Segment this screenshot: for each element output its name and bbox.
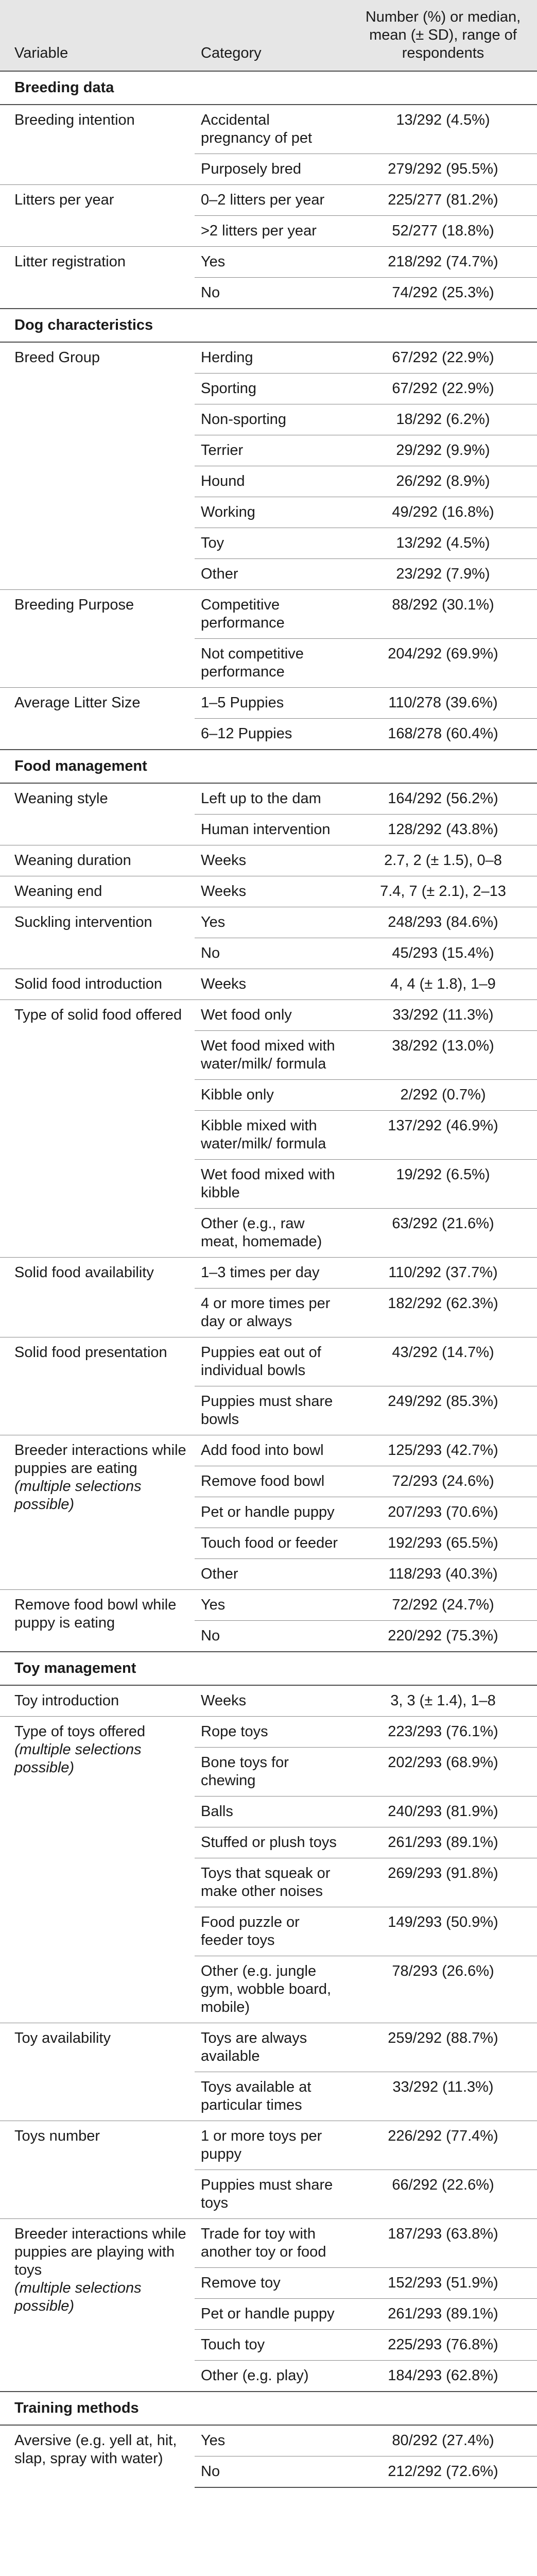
variable-cell xyxy=(0,1258,195,1337)
value-cell: 226/292 (77.4%) xyxy=(349,2121,537,2170)
value-cell: 45/293 (15.4%) xyxy=(349,938,537,969)
table-row xyxy=(0,1685,537,1717)
category-cell: Yes xyxy=(195,1590,349,1621)
variable-cell xyxy=(0,247,195,309)
category-cell: Other (e.g. jungle gym, wobble board, mobile) xyxy=(195,1956,349,2023)
variable-label: Solid food availability xyxy=(14,1264,154,1281)
section-title: Food management xyxy=(0,750,537,783)
value-cell: 261/293 (89.1%) xyxy=(349,1827,537,1858)
value-cell: 110/278 (39.6%) xyxy=(349,688,537,719)
category-cell: 1–5 Puppies xyxy=(195,688,349,719)
table-body xyxy=(0,71,537,2487)
header-variable: Variable xyxy=(0,0,195,71)
value-cell: 33/292 (11.3%) xyxy=(349,2072,537,2121)
variable-cell xyxy=(0,590,195,688)
value-cell: 118/293 (40.3%) xyxy=(349,1559,537,1590)
table-row xyxy=(0,247,537,278)
table-row xyxy=(0,845,537,876)
variable-label: Solid food introduction xyxy=(14,976,162,992)
value-cell: 26/292 (8.9%) xyxy=(349,466,537,497)
variable-label: Breeding Purpose xyxy=(14,597,134,613)
value-cell: 192/293 (65.5%) xyxy=(349,1528,537,1559)
category-cell: Other (e.g. play) xyxy=(195,2361,349,2392)
table-row xyxy=(0,2121,537,2170)
variable-label: Toy introduction xyxy=(14,1692,119,1709)
table-row xyxy=(0,783,537,815)
category-cell: Remove food bowl xyxy=(195,1466,349,1497)
category-cell: Kibble mixed with water/milk/ formula xyxy=(195,1111,349,1160)
category-cell: Left up to the dam xyxy=(201,790,321,807)
value-cell: 19/292 (6.5%) xyxy=(349,1160,537,1209)
value-cell: 225/277 (81.2%) xyxy=(349,185,537,216)
value-cell: 152/293 (51.9%) xyxy=(349,2268,537,2299)
section-title: Toy management xyxy=(0,1652,537,1685)
variable-label: Breeding intention xyxy=(14,112,135,128)
value-cell: 110/292 (37.7%) xyxy=(349,1258,537,1289)
value-cell: 4, 4 (± 1.8), 1–9 xyxy=(349,969,537,1000)
category-cell: Food puzzle or feeder toys xyxy=(195,1907,349,1956)
table-row xyxy=(0,2425,537,2456)
category-cell: Competitive performance xyxy=(195,590,349,639)
variable-cell xyxy=(0,2121,195,2219)
variable-label: Average Litter Size xyxy=(14,694,141,711)
category-cell: No xyxy=(195,278,349,309)
category-cell: Toy xyxy=(195,528,349,559)
value-cell: 3, 3 (± 1.4), 1–8 xyxy=(390,1692,496,1709)
table-row xyxy=(0,2023,537,2072)
category-cell: Purposely bred xyxy=(195,154,349,185)
category-cell: Accidental pregnancy of pet xyxy=(201,112,313,146)
category-cell: Other (e.g., raw meat, homemade) xyxy=(195,1209,349,1258)
category-cell: Wet food mixed with kibble xyxy=(195,1160,349,1209)
table-row xyxy=(0,907,537,938)
value-cell: 225/293 (76.8%) xyxy=(349,2330,537,2361)
value-cell: 63/292 (21.6%) xyxy=(349,1209,537,1258)
category-cell: Weeks xyxy=(195,969,349,1000)
variable-label: Breeder interactions while puppies are eating xyxy=(14,1442,186,1477)
variable-cell xyxy=(0,1590,195,1652)
variable-cell xyxy=(0,1337,195,1435)
value-cell: 182/292 (62.3%) xyxy=(349,1289,537,1337)
category-cell: Working xyxy=(195,497,349,528)
variable-label: Type of solid food offered xyxy=(14,1007,182,1023)
table-row xyxy=(0,1000,537,1031)
variable-label: Litters per year xyxy=(14,192,114,208)
variable-cell xyxy=(0,969,195,1000)
table-row xyxy=(0,1258,537,1289)
variable-label: Aversive (e.g. yell at, hit, slap, spray with water) xyxy=(14,2432,177,2467)
table-row xyxy=(0,1717,537,1748)
category-cell: Puppies eat out of individual bowls xyxy=(195,1337,349,1386)
value-cell: 204/292 (69.9%) xyxy=(349,639,537,688)
value-cell: 168/278 (60.4%) xyxy=(349,719,537,750)
value-cell: 220/292 (75.3%) xyxy=(349,1621,537,1652)
value-cell: 67/292 (22.9%) xyxy=(392,349,494,366)
value-cell: 2/292 (0.7%) xyxy=(349,1080,537,1111)
category-cell: Puppies must share bowls xyxy=(195,1386,349,1435)
variable-cell xyxy=(0,876,195,907)
variable-cell xyxy=(0,1717,195,2023)
category-cell: Weeks xyxy=(195,876,349,907)
value-cell: 66/292 (22.6%) xyxy=(349,2170,537,2219)
value-cell: 88/292 (30.1%) xyxy=(349,590,537,639)
category-cell: Balls xyxy=(195,1797,349,1827)
table-row xyxy=(0,342,537,374)
category-cell: Puppies must share toys xyxy=(195,2170,349,2219)
section-title: Training methods xyxy=(0,2392,537,2425)
category-cell: No xyxy=(195,938,349,969)
table-row xyxy=(0,105,537,154)
category-cell: No xyxy=(195,1621,349,1652)
category-cell: 6–12 Puppies xyxy=(195,719,349,750)
category-cell: Kibble only xyxy=(195,1080,349,1111)
category-cell: Terrier xyxy=(195,435,349,466)
category-cell: Non-sporting xyxy=(195,404,349,435)
variable-cell xyxy=(0,783,195,845)
value-cell: 164/292 (56.2%) xyxy=(388,790,498,807)
table-row xyxy=(0,876,537,907)
section-row xyxy=(0,309,537,342)
table-row xyxy=(0,688,537,719)
category-cell: Toys that squeak or make other noises xyxy=(195,1858,349,1907)
category-cell: Sporting xyxy=(195,374,349,404)
table-row xyxy=(0,1435,537,1466)
section-row xyxy=(0,71,537,105)
category-cell: 1–3 times per day xyxy=(195,1258,349,1289)
category-cell: Herding xyxy=(201,349,253,366)
value-cell: 38/292 (13.0%) xyxy=(349,1031,537,1080)
variable-label: Weaning end xyxy=(14,883,102,900)
table-row xyxy=(0,969,537,1000)
variable-note: (multiple selections possible) xyxy=(14,2280,142,2314)
value-cell: 74/292 (25.3%) xyxy=(349,278,537,309)
category-cell: Wet food only xyxy=(195,1000,349,1031)
variable-note: (multiple selections possible) xyxy=(14,1478,142,1513)
table-row xyxy=(0,1337,537,1386)
value-cell: 248/293 (84.6%) xyxy=(349,907,537,938)
header-category: Category xyxy=(195,0,349,71)
table-row xyxy=(0,1590,537,1621)
category-cell: Yes xyxy=(195,247,349,278)
table-row xyxy=(0,2219,537,2268)
section-row xyxy=(0,2392,537,2425)
value-cell: 125/293 (42.7%) xyxy=(349,1435,537,1466)
variable-label: Type of toys offered xyxy=(14,1723,146,1740)
category-cell: Touch toy xyxy=(195,2330,349,2361)
section-title: Dog characteristics xyxy=(0,309,537,342)
value-cell: 240/293 (81.9%) xyxy=(349,1797,537,1827)
value-cell: 2.7, 2 (± 1.5), 0–8 xyxy=(349,845,537,876)
value-cell: 52/277 (18.8%) xyxy=(349,216,537,247)
variable-cell xyxy=(0,2219,195,2392)
value-cell: 212/292 (72.6%) xyxy=(349,2456,537,2488)
value-cell: 207/293 (70.6%) xyxy=(349,1497,537,1528)
category-cell: Add food into bowl xyxy=(195,1435,349,1466)
value-cell: 261/293 (89.1%) xyxy=(349,2299,537,2330)
variable-label: Weaning duration xyxy=(14,852,131,869)
category-cell: 0–2 litters per year xyxy=(195,185,349,216)
variable-cell xyxy=(0,2425,195,2487)
category-cell: Toys are always available xyxy=(195,2023,349,2072)
value-cell: 128/292 (43.8%) xyxy=(349,815,537,845)
category-cell: Yes xyxy=(195,907,349,938)
variable-label: Breed Group xyxy=(14,349,100,366)
value-cell: 72/293 (24.6%) xyxy=(349,1466,537,1497)
table-header xyxy=(0,0,537,71)
category-cell: Pet or handle puppy xyxy=(195,1497,349,1528)
variable-cell xyxy=(0,688,195,750)
category-cell: Trade for toy with another toy or food xyxy=(195,2219,349,2268)
category-cell: Not competitive performance xyxy=(195,639,349,688)
category-cell: Weeks xyxy=(201,1692,247,1709)
variable-label: Breeder interactions while puppies are playing with toys xyxy=(14,2226,186,2278)
value-cell: 43/292 (14.7%) xyxy=(349,1337,537,1386)
category-cell: 4 or more times per day or always xyxy=(195,1289,349,1337)
section-title: Breeding data xyxy=(0,71,537,105)
variable-label: Weaning style xyxy=(14,790,108,807)
category-cell: Toys available at particular times xyxy=(195,2072,349,2121)
category-cell: >2 litters per year xyxy=(195,216,349,247)
category-cell: 1 or more toys per puppy xyxy=(195,2121,349,2170)
value-cell: 269/293 (91.8%) xyxy=(349,1858,537,1907)
value-cell: 72/292 (24.7%) xyxy=(349,1590,537,1621)
variable-label: Toy availability xyxy=(14,2030,111,2046)
table-row xyxy=(0,185,537,216)
value-cell: 13/292 (4.5%) xyxy=(396,112,490,128)
variable-cell xyxy=(0,845,195,876)
variable-cell xyxy=(0,1685,195,1717)
category-cell: Touch food or feeder xyxy=(195,1528,349,1559)
value-cell: 49/292 (16.8%) xyxy=(349,497,537,528)
variable-cell xyxy=(0,342,195,590)
value-cell: 23/292 (7.9%) xyxy=(349,559,537,590)
variable-label: Suckling intervention xyxy=(14,914,152,930)
category-cell: Weeks xyxy=(195,845,349,876)
value-cell: 259/292 (88.7%) xyxy=(349,2023,537,2072)
category-cell: Bone toys for chewing xyxy=(195,1748,349,1797)
category-cell: Hound xyxy=(195,466,349,497)
value-cell: 18/292 (6.2%) xyxy=(349,404,537,435)
category-cell: Yes xyxy=(201,2432,226,2449)
category-cell: Human intervention xyxy=(195,815,349,845)
value-cell: 218/292 (74.7%) xyxy=(349,247,537,278)
section-row xyxy=(0,1652,537,1685)
variable-cell xyxy=(0,105,195,185)
value-cell: 7.4, 7 (± 2.1), 2–13 xyxy=(349,876,537,907)
variable-label: Solid food presentation xyxy=(14,1344,167,1361)
section-row xyxy=(0,750,537,783)
value-cell: 137/292 (46.9%) xyxy=(349,1111,537,1160)
variable-cell xyxy=(0,907,195,969)
value-cell: 249/292 (85.3%) xyxy=(349,1386,537,1435)
variable-cell xyxy=(0,1435,195,1590)
value-cell: 80/292 (27.4%) xyxy=(392,2432,494,2449)
value-cell: 13/292 (4.5%) xyxy=(349,528,537,559)
category-cell: Other xyxy=(195,559,349,590)
value-cell: 149/293 (50.9%) xyxy=(349,1907,537,1956)
variable-note: (multiple selections possible) xyxy=(14,1741,142,1776)
value-cell: 202/293 (68.9%) xyxy=(349,1748,537,1797)
variable-label: Litter registration xyxy=(14,253,126,270)
category-cell: Other xyxy=(195,1559,349,1590)
category-cell: Rope toys xyxy=(195,1717,349,1748)
variable-cell xyxy=(0,2023,195,2121)
table-row xyxy=(0,590,537,639)
header-value: Number (%) or median, mean (± SD), range of respondents xyxy=(349,0,537,71)
variable-cell xyxy=(0,185,195,247)
value-cell: 279/292 (95.5%) xyxy=(349,154,537,185)
value-cell: 187/293 (63.8%) xyxy=(349,2219,537,2268)
category-cell: No xyxy=(195,2456,349,2488)
category-cell: Wet food mixed with water/milk/ formula xyxy=(195,1031,349,1080)
variable-label: Toys number xyxy=(14,2128,100,2144)
value-cell: 78/293 (26.6%) xyxy=(349,1956,537,2023)
category-cell: Remove toy xyxy=(195,2268,349,2299)
category-cell: Stuffed or plush toys xyxy=(195,1827,349,1858)
variable-cell xyxy=(0,1000,195,1258)
value-cell: 184/293 (62.8%) xyxy=(349,2361,537,2392)
value-cell: 67/292 (22.9%) xyxy=(349,374,537,404)
variable-label: Remove food bowl while puppy is eating xyxy=(14,1597,177,1631)
value-cell: 33/292 (11.3%) xyxy=(349,1000,537,1031)
value-cell: 29/292 (9.9%) xyxy=(349,435,537,466)
value-cell: 223/293 (76.1%) xyxy=(349,1717,537,1748)
category-cell: Pet or handle puppy xyxy=(195,2299,349,2330)
